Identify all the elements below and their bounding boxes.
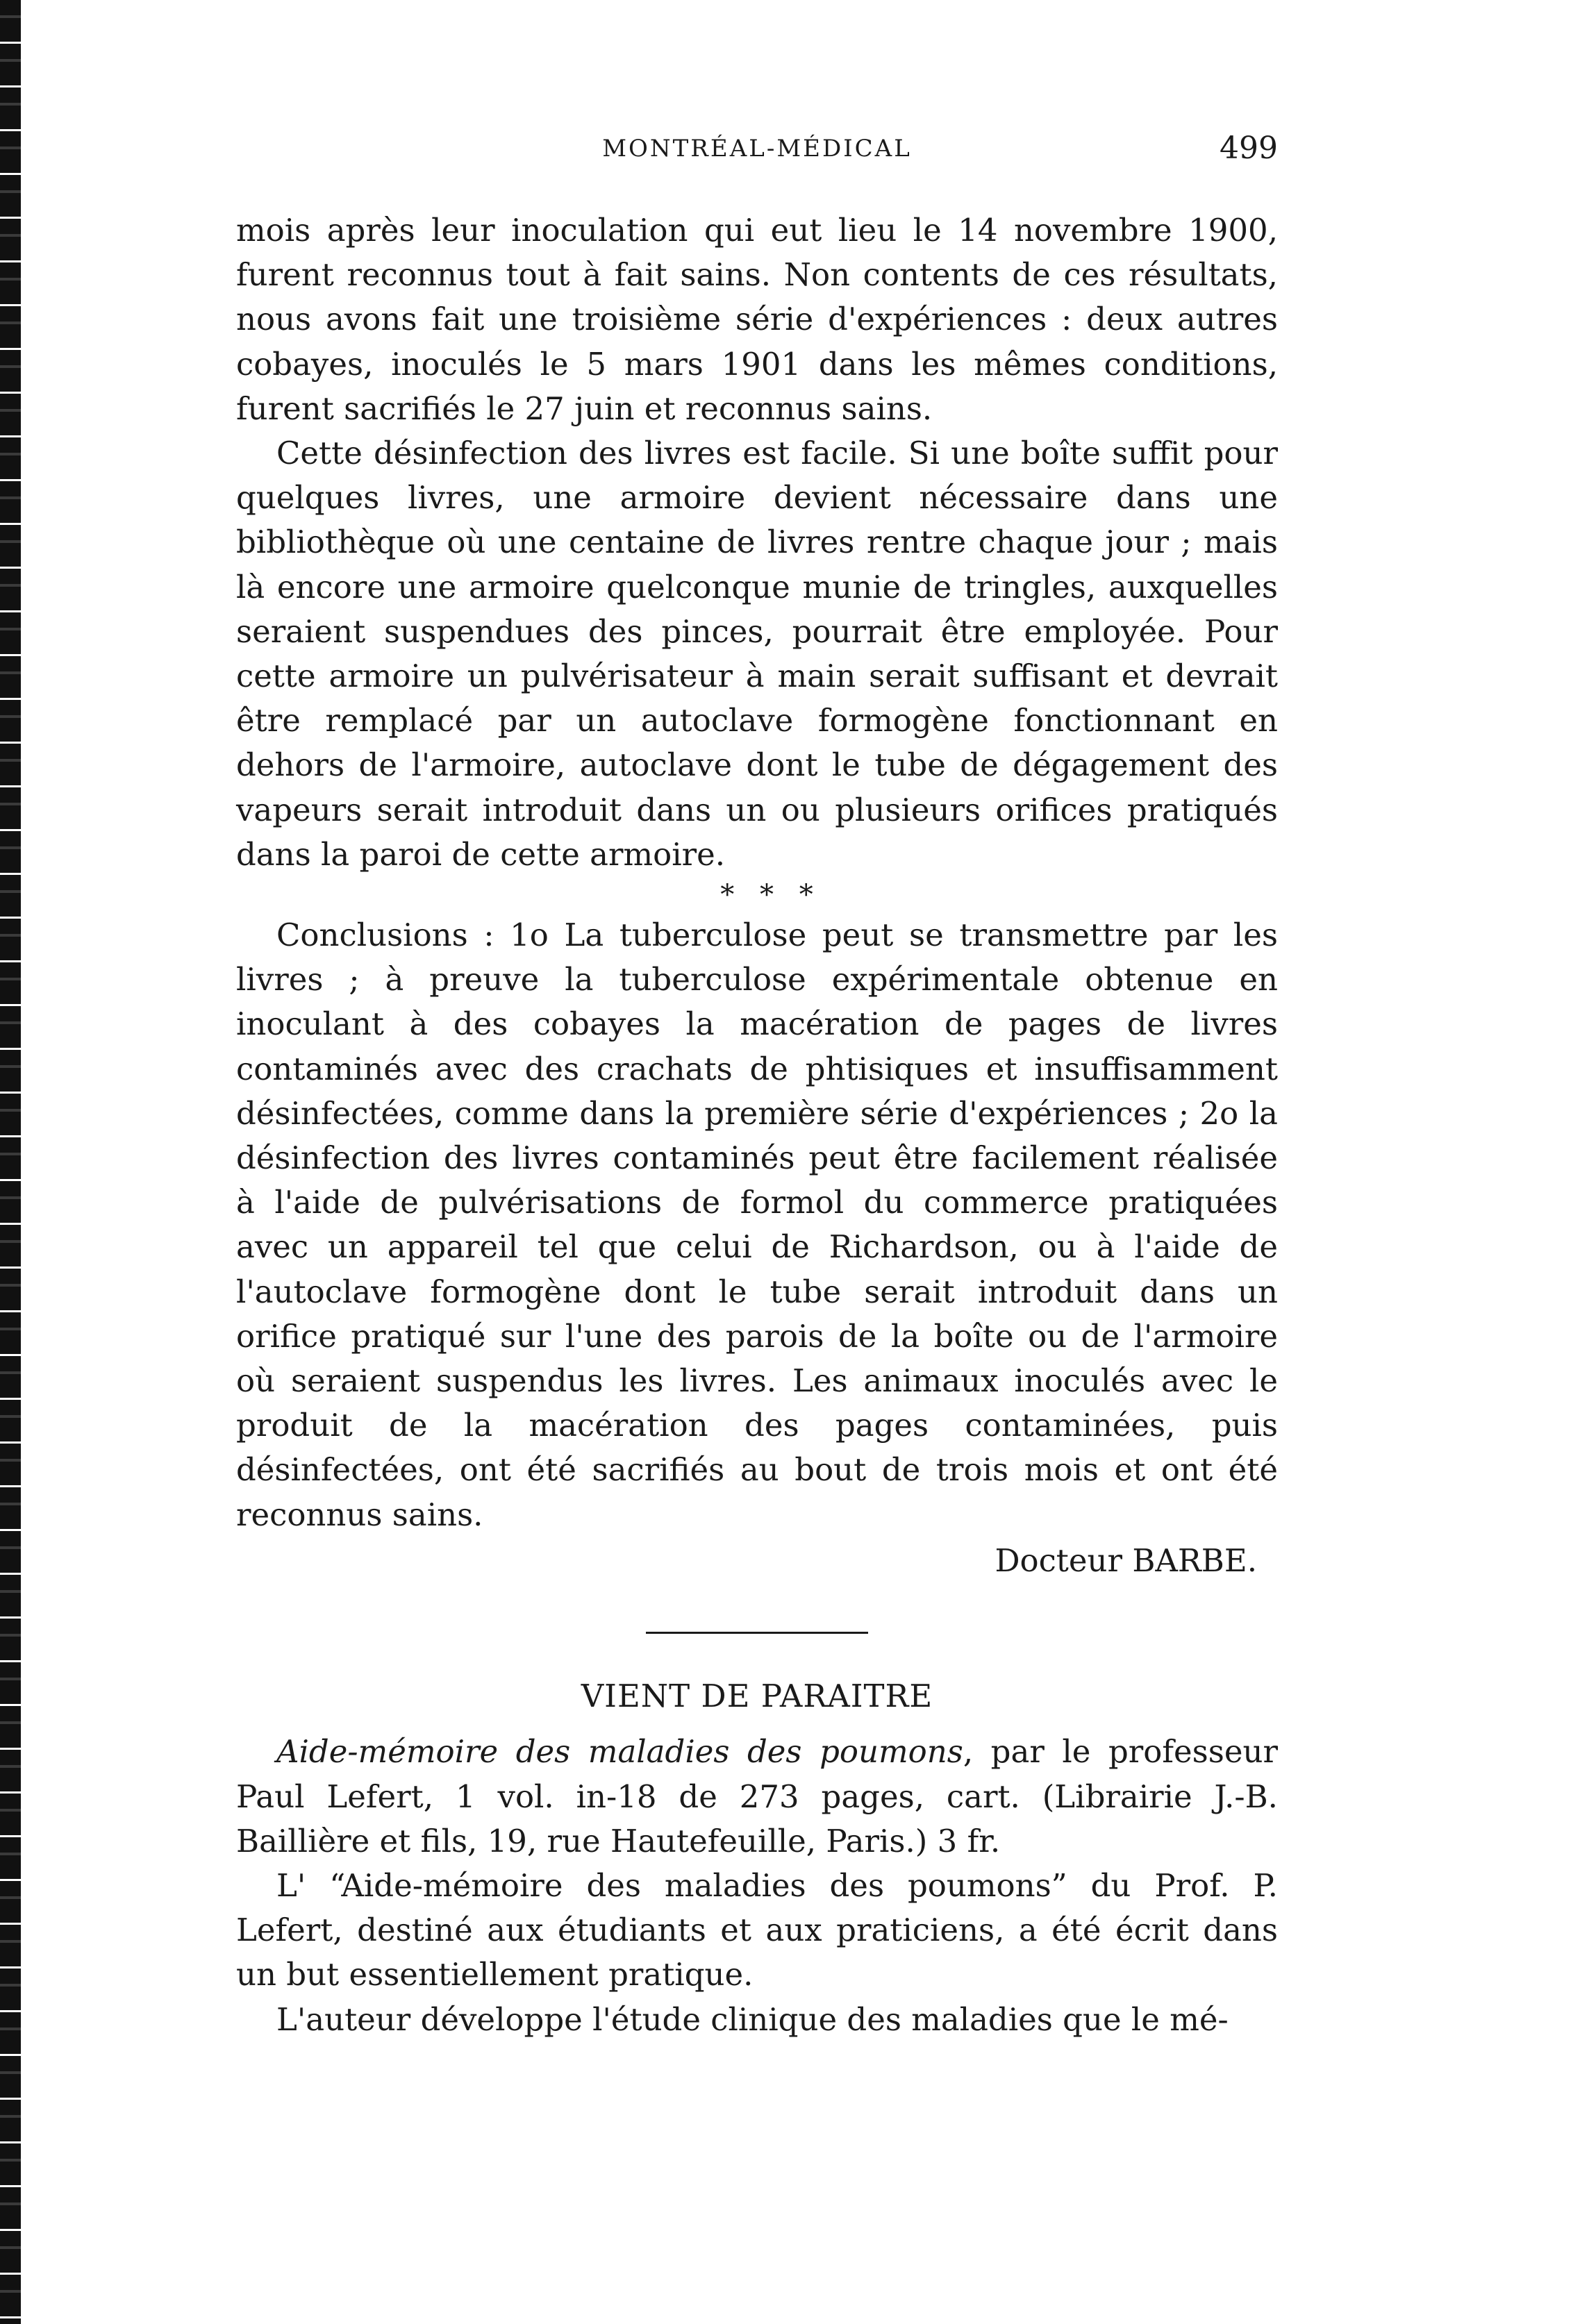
article-paragraph-disinfection: Cette désinfection des livres est facile. Si une boîte suffit pour quelques livres, une armoire devient nécessaire dans une bibliothèque où une centaine de livres rentre chaque jour ; mais là encore une armoire quelconque munie de tringles, auxquelles seraient suspendues des pinces, pourrait être employée. Pour cette armoire un pulvérisateur à main serait suffisant et devrait être remplacé par un autoclave formogène fonctionnant en dehors de l'armoire, autoclave dont le tube de dégagement des vapeurs serait introduit dans un ou plusieurs orifices pratiqués dans la paroi de cette armoire. (236, 435, 1278, 873)
book-citation (236, 1730, 1278, 1864)
section-heading: VIENT DE PARAITRE (581, 1678, 933, 1715)
book-title: Aide-mémoire des maladies des poumons (276, 1733, 963, 1771)
article-paragraph-conclusions: Conclusions : 1o La tuberculose peut se transmettre par les livres ; à preuve la tuberculose expérimentale obtenue en inoculant à des cobayes la macération de pages de livres contaminés avec des crachats de phtisiques et insuffisamment désinfectées, comme dans la première série d'expériences ; 2o la désinfection des livres contaminés peut être facilement réalisée à l'aide de pulvérisations de formol du commerce pratiquées avec un appareil tel que celui de Richardson, ou à l'aide de l'autoclave formogène dont le tube serait introduit dans un orifice pratiqué sur l'une des parois de la boîte ou de l'armoire où seraient suspendus les livres. Les animaux inoculés avec le produit de la macération des pages contaminées, puis désinfectées, ont été sacrifiés au bout de trois mois et ont été reconnus sains. (236, 917, 1278, 1533)
review-paragraph: L' “Aide-mémoire des maladies des poumons” du Prof. P. Lefert, destiné aux étudiants et aux praticiens, a été écrit dans un but essentiellement pratique. (236, 1866, 1278, 1993)
page-number: 499 (1220, 131, 1278, 166)
article-paragraph-continuation: mois après leur inoculation qui eut lieu le 14 novembre 1900, furent reconnus tout à fait sains. Non contents de ces résultats, nous avons fait une troisième série d'expériences : deux autres cobayes, inoculés le 5 mars 1901 dans les mêmes conditions, furent sacrifiés le 27 juin et reconnus sains. (236, 212, 1278, 427)
page-body (236, 208, 1278, 2042)
running-head (236, 131, 1278, 172)
running-title: MONTRÉAL-MÉDICAL (602, 135, 912, 162)
section-separator: * * * (720, 879, 822, 912)
binding-edge (0, 0, 21, 2324)
horizontal-rule (646, 1632, 868, 1634)
author-signature: Docteur BARBE. (995, 1541, 1257, 1579)
citation-details: , par le professeur Paul Lefert, 1 vol. in-18 de 273 pages, cart. (Librairie J.-B. Baillière et fils, 19, rue Hautefeuille, Paris.) 3 fr. (236, 1733, 1278, 1859)
review-paragraph-continued: L'auteur développe l'étude clinique des maladies que le mé- (276, 2000, 1229, 2038)
